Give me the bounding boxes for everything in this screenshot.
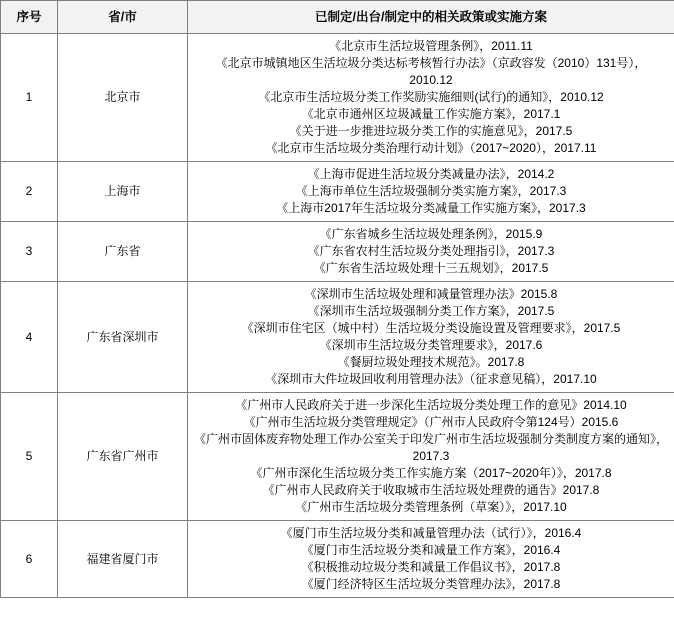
policy-item: 《上海市促进生活垃圾分类减量办法》，2014.2	[307, 167, 555, 181]
policy-item: 《广东省生活垃圾处理十三五规划》，2017.5	[313, 261, 549, 275]
policy-item: 《广州市生活垃圾分类管理条例（草案）》，2017.10	[295, 500, 567, 514]
cell-policy-list	[188, 393, 674, 521]
policy-item: 《北京市生活垃圾管理条例》，2011.11	[329, 39, 533, 53]
policy-item: 《广州市人民政府关于进一步深化生活垃圾分类处理工作的意见》2014.10	[235, 398, 627, 412]
policy-item: 《厦门经济特区生活垃圾分类管理办法》，2017.8	[301, 577, 561, 591]
policy-item: 《广州市人民政府关于收取城市生活垃圾处理费的通告》2017.8	[262, 483, 600, 497]
table-row	[1, 162, 674, 222]
policy-item: 《深圳市生活垃圾分类管理要求》，2017.6	[319, 338, 543, 352]
cell-region: 广东省广州市	[58, 393, 188, 521]
policy-item: 《深圳市生活垃圾处理和减量管理办法》2015.8	[304, 287, 558, 301]
cell-policy-list	[188, 222, 674, 282]
cell-region: 广东省深圳市	[58, 282, 188, 393]
policy-item: 《广州市生活垃圾分类管理规定》（广州市人民政府令第124号）2015.6	[243, 415, 619, 429]
policy-item: 《关于进一步推进垃圾分类工作的实施意见》，2017.5	[289, 124, 573, 138]
cell-region: 北京市	[58, 34, 188, 162]
policy-item: 《餐厨垃圾处理技术规范》。2017.8	[337, 355, 525, 369]
policy-item: 《厦门市生活垃圾分类和减量工作方案》，2016.4	[301, 543, 561, 557]
policy-item: 《积极推动垃圾分类和减量工作倡议书》，2017.8	[301, 560, 561, 574]
policy-item: 《广州市深化生活垃圾分类工作实施方案（2017~2020年）》，2017.8	[250, 466, 612, 480]
column-header-region: 省/市	[58, 1, 188, 34]
policy-item: 《广东省农村生活垃圾分类处理指引》，2017.3	[307, 244, 555, 258]
cell-sequence-number: 6	[1, 521, 58, 598]
policy-item: 《深圳市住宅区（城中村）生活垃圾分类设施设置及管理要求》，2017.5	[241, 321, 621, 335]
table-header	[1, 1, 674, 34]
cell-sequence-number: 4	[1, 282, 58, 393]
cell-region: 福建省厦门市	[58, 521, 188, 598]
policy-item: 《北京市生活垃圾分类工作奖励实施细则(试行)的通知》，2010.12	[258, 90, 604, 104]
table-row	[1, 222, 674, 282]
column-header-no: 序号	[1, 1, 58, 34]
table-row	[1, 34, 674, 162]
cell-sequence-number: 3	[1, 222, 58, 282]
policy-item: 《上海市单位生活垃圾强制分类实施方案》，2017.3	[295, 184, 567, 198]
policy-item: 《深圳市大件垃圾回收利用管理办法》（征求意见稿），2017.10	[265, 372, 597, 386]
policy-item: 《北京市通州区垃圾减量工作实施方案》，2017.1	[301, 107, 561, 121]
cell-policy-list	[188, 282, 674, 393]
policy-item: 《厦门市生活垃圾分类和减量管理办法（试行）》，2016.4	[280, 526, 582, 540]
table-row	[1, 393, 674, 521]
cell-sequence-number: 5	[1, 393, 58, 521]
table-row	[1, 282, 674, 393]
cell-sequence-number: 1	[1, 34, 58, 162]
policy-item: 《深圳市生活垃圾强制分类工作方案》，2017.5	[307, 304, 555, 318]
policy-item: 《广东省城乡生活垃圾处理条例》，2015.9	[319, 227, 543, 241]
table-header-row	[1, 1, 674, 34]
cell-sequence-number: 2	[1, 162, 58, 222]
policy-item: 《北京市城镇地区生活垃圾分类达标考核暂行办法》（京政容发（2010）131号），2010.12	[215, 56, 647, 87]
cell-region: 上海市	[58, 162, 188, 222]
column-header-policy: 已制定/出台/制定中的相关政策或实施方案	[188, 1, 674, 34]
policy-item: 《广州市固体废弃物处理工作办公室关于印发广州市生活垃圾强制分类制度方案的通知》，2017.3	[194, 432, 669, 463]
cell-policy-list	[188, 521, 674, 598]
table-row	[1, 521, 674, 598]
cell-region: 广东省	[58, 222, 188, 282]
cell-policy-list	[188, 34, 674, 162]
table-body	[1, 34, 674, 598]
cell-policy-list	[188, 162, 674, 222]
policy-item: 《北京市生活垃圾分类治理行动计划》（2017~2020），2017.11	[265, 141, 597, 155]
policy-item: 《上海市2017年生活垃圾分类减量工作实施方案》，2017.3	[276, 201, 586, 215]
